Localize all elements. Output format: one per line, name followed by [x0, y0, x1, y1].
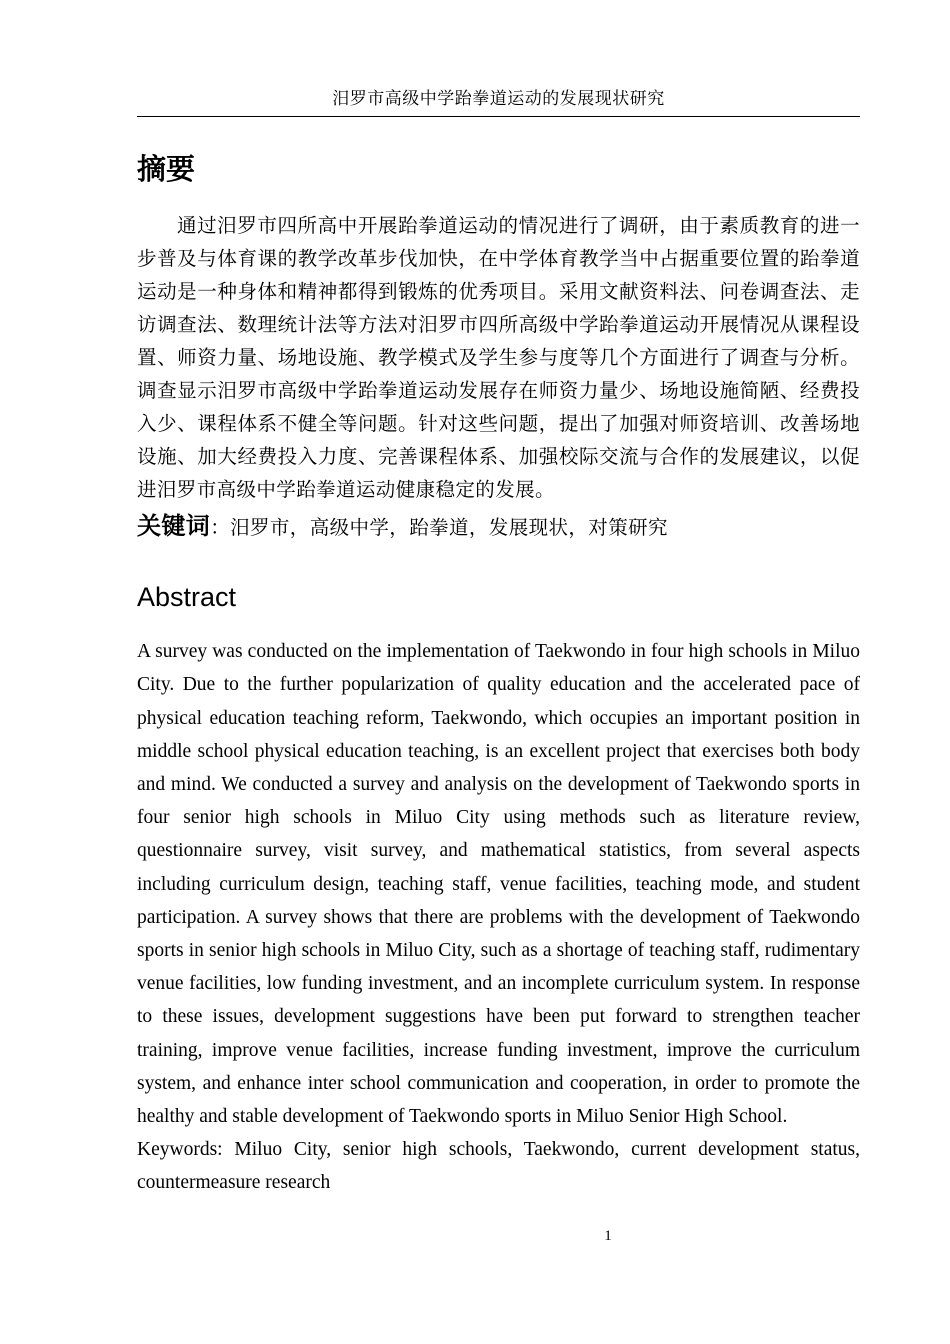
english-keywords-line: Keywords: Miluo City, senior high schools, Taekwondo, current development status, countermeasure research — [137, 1139, 860, 1194]
page-content — [137, 0, 860, 1200]
english-abstract-heading: Abstract — [137, 581, 237, 612]
chinese-abstract-heading: 摘要 — [137, 154, 196, 186]
chinese-keywords-text: 汨罗市，高级中学，跆拳道，发展现状，对策研究 — [230, 517, 668, 539]
chinese-abstract-body: 通过汨罗市四所高中开展跆拳道运动的情况进行了调研，由于素质教育的进一步普及与体育课的教学改革步伐加快，在中学体育教学当中占据重要位置的跆拳道运动是一种身体和精神都得到锻炼的优秀项目。采用文献资料法、问卷调查法、走访调查法、数理统计法等方法对汨罗市四所高级中学跆拳道运动开展情况从课程设置、师资力量、场地设施、教学模式及学生参与度等几个方面进行了调查与分析。调查显示汨罗市高级中学跆拳道运动发展存在师资力量少、场地设施简陋、经费投入少、课程体系不健全等问题。针对这些问题，提出了加强对师资培训、改善场地设施、加大经费投入力度、完善课程体系、加强校际交流与合作的发展建议，以促进汨罗市高级中学跆拳道运动健康稳定的发展。 — [137, 215, 860, 501]
chinese-keywords-separator: ： — [210, 517, 231, 539]
chinese-keywords-line — [137, 509, 860, 547]
english-abstract-body: A survey was conducted on the implementation of Taekwondo in four high schools in Miluo City. Due to the further popularization of quality education and the accelerated pace of physical education teaching reform, Taekwondo, which occupies an important position in middle school physical education teaching, is an excellent project that exercises both body and mind. We conducted a survey and analysis on the development of Taekwondo sports in four senior high schools in Miluo City using methods such as literature review, questionnaire survey, visit survey, and mathematical statistics, from several aspects including curriculum design, teaching staff, venue facilities, teaching mode, and student participation. A survey shows that there are problems with the development of Taekwondo sports in senior high schools in Miluo City, such as a shortage of teaching staff, rudimentary venue facilities, low funding investment, and an incomplete curriculum system. In response to these issues, development suggestions have been put forward to strengthen teacher training, improve venue facilities, increase funding investment, improve the curriculum system, and enhance inter school communication and cooperation, in order to promote the healthy and stable development of Taekwondo sports in Miluo Senior High School. — [137, 641, 860, 1128]
chinese-keywords-label: 关键词 — [137, 512, 211, 540]
running-header-title: 汨罗市高级中学跆拳道运动的发展现状研究 — [137, 0, 860, 117]
page-number: 1 — [604, 1228, 612, 1244]
